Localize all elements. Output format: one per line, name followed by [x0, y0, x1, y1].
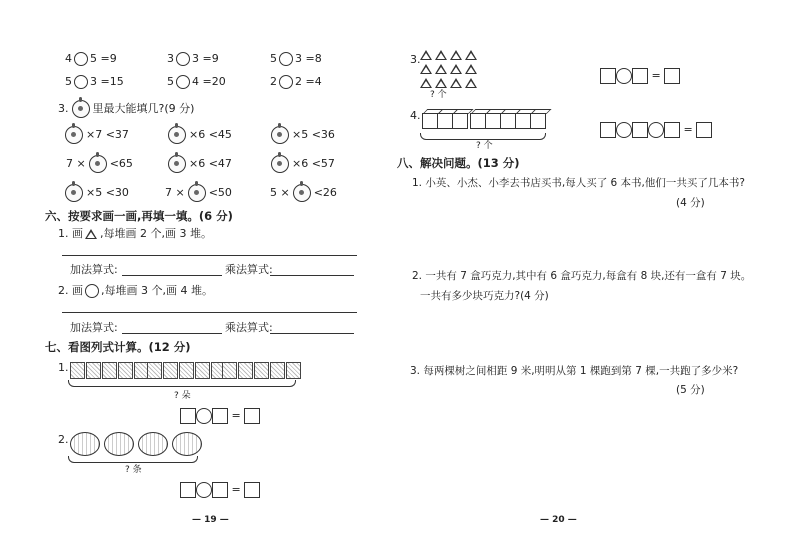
q2-equation [180, 482, 260, 498]
row1-c [270, 52, 322, 66]
row2-a [65, 75, 124, 89]
answer-box[interactable] [212, 408, 228, 424]
flower-icon [179, 362, 194, 379]
num: 5 [270, 52, 277, 65]
fruit-icon[interactable] [168, 126, 186, 144]
text: ,每堆画 2 个,画 3 堆。 [100, 227, 212, 240]
answer-box[interactable] [212, 482, 228, 498]
triangle-icon [465, 64, 477, 74]
cube-group-2 [470, 113, 515, 131]
q1-unit: ? 朵 [174, 391, 191, 401]
num: 3 =15 [90, 75, 124, 88]
page-number-19: — 19 — [192, 515, 229, 525]
section-8-title: 八、解决问题。(13 分) [397, 156, 520, 170]
brace [68, 456, 198, 463]
blank-circle[interactable] [74, 75, 88, 89]
operator-circle[interactable] [616, 68, 632, 84]
num: 2 [270, 75, 277, 88]
operator-circle[interactable] [196, 408, 212, 424]
flower-icon [163, 362, 178, 379]
fruit-icon[interactable] [168, 155, 186, 173]
cube-group-1 [422, 113, 467, 131]
row1-b [167, 52, 219, 66]
flower-group-3 [222, 362, 302, 381]
brace [420, 133, 546, 140]
flower-group-2 [147, 362, 227, 381]
answer-box[interactable] [696, 122, 712, 138]
fruit-icon[interactable] [271, 126, 289, 144]
r-q3-equation [600, 68, 680, 84]
cube-icon [470, 113, 486, 129]
text: 2. 画 [58, 284, 83, 297]
fruit-row1-b [165, 126, 232, 144]
mul-answer-line-2[interactable] [270, 333, 354, 334]
fruit-icon[interactable] [89, 155, 107, 173]
q2-unit: ? 条 [125, 465, 142, 475]
num: 3 =9 [192, 52, 219, 65]
triangles-row2 [420, 64, 480, 76]
page-number-20: — 20 — [540, 515, 577, 525]
equals: = [651, 69, 661, 82]
fruit-row3-c [270, 184, 337, 202]
r-q4-unit: ? 个 [476, 141, 493, 151]
ineq: <65 [109, 157, 133, 170]
cube-icon [530, 113, 546, 129]
add-label-1: 加法算式: [70, 263, 118, 276]
blank-circle[interactable] [74, 52, 88, 66]
fruit-icon[interactable] [293, 184, 311, 202]
row2-c [270, 75, 322, 89]
answer-box[interactable] [632, 68, 648, 84]
q1-label: 1. [58, 361, 69, 374]
add-label-2: 加法算式: [70, 321, 118, 334]
cube-icon [515, 113, 531, 129]
ineq: ×7 <37 [86, 128, 129, 141]
q1-equation [180, 408, 260, 424]
sec6-q2 [58, 284, 213, 298]
mul-label-1: 乘法算式: [225, 263, 273, 276]
section-7-title: 七、看图列式计算。(12 分) [45, 340, 191, 354]
blank-circle[interactable] [279, 75, 293, 89]
flower-icon [254, 362, 269, 379]
flower-icon [70, 362, 85, 379]
triangles-row3 [420, 78, 480, 90]
ineq: 5 × [270, 186, 290, 199]
cube-icon [422, 113, 438, 129]
equals: = [231, 483, 241, 496]
triangle-icon [450, 78, 462, 88]
num: 5 [167, 75, 174, 88]
equals: = [231, 409, 241, 422]
text: ,每堆画 3 个,画 4 堆。 [101, 284, 213, 297]
triangle-icon [85, 229, 97, 239]
brace [68, 380, 296, 387]
num: 5 [65, 75, 72, 88]
q3-label: 3. [58, 102, 69, 115]
flower-icon [270, 362, 285, 379]
cube-icon [485, 113, 501, 129]
flower-icon [147, 362, 162, 379]
drawing-line[interactable] [62, 255, 357, 256]
r-q4-equation [600, 122, 712, 138]
fruit-row1-c [268, 126, 335, 144]
num: 5 =9 [90, 52, 117, 65]
triangle-icon [435, 78, 447, 88]
ineq: 7 × [165, 186, 185, 199]
fishbowl-icon [70, 432, 100, 456]
mul-label-2: 乘法算式: [225, 321, 273, 334]
answer-box[interactable] [600, 68, 616, 84]
problem-2-line1: 2. 一共有 7 盒巧克力,其中有 6 盒巧克力,每盒有 8 块,还有一盒有 7 块。 [412, 270, 752, 282]
q2-label: 2. [58, 433, 69, 446]
flower-icon [238, 362, 253, 379]
fruit-icon[interactable] [188, 184, 206, 202]
triangle-icon [420, 64, 432, 74]
fruit-row2-c [268, 155, 335, 173]
num: 4 [65, 52, 72, 65]
r-q3-unit: ? 个 [430, 90, 447, 100]
r-q3-label: 3. [410, 53, 421, 66]
operator-circle[interactable] [196, 482, 212, 498]
num: 3 [167, 52, 174, 65]
ineq: ×6 <47 [189, 157, 232, 170]
answer-box[interactable] [244, 408, 260, 424]
ineq: <26 [313, 186, 337, 199]
fruit-icon[interactable] [65, 184, 83, 202]
blank-circle[interactable] [279, 52, 293, 66]
fruit-row2-b [165, 155, 232, 173]
blank-circle[interactable] [176, 75, 190, 89]
cube-group-3 [515, 113, 545, 131]
flower-icon [286, 362, 301, 379]
ineq: ×5 <36 [292, 128, 335, 141]
q3-title [58, 100, 194, 118]
answer-box[interactable] [180, 482, 196, 498]
cube-icon [452, 113, 468, 129]
text: 1. 画 [58, 227, 83, 240]
fruit-icon [72, 100, 90, 118]
fishbowl-icon [104, 432, 134, 456]
triangle-icon [465, 50, 477, 60]
cube-icon [437, 113, 453, 129]
answer-box[interactable] [600, 122, 616, 138]
problem-3: 3. 每两棵树之间相距 9 米,明明从第 1 棵跑到第 7 棵,一共跑了多少米? [410, 365, 739, 377]
triangle-icon [450, 64, 462, 74]
fishbowl-icon [172, 432, 202, 456]
triangle-icon [465, 78, 477, 88]
cube-icon [500, 113, 516, 129]
operator-circle[interactable] [648, 122, 664, 138]
fruit-row3-a [62, 184, 129, 202]
add-answer-line-2[interactable] [122, 333, 222, 334]
drawing-line[interactable] [62, 312, 357, 313]
mul-answer-line-1[interactable] [270, 275, 354, 276]
flower-icon [118, 362, 133, 379]
fruit-row2-a [66, 155, 133, 173]
triangle-icon [450, 50, 462, 60]
triangle-icon [435, 50, 447, 60]
operator-circle[interactable] [616, 122, 632, 138]
blank-circle[interactable] [176, 52, 190, 66]
answer-box[interactable] [632, 122, 648, 138]
ineq: <50 [208, 186, 232, 199]
answer-box[interactable] [244, 482, 260, 498]
fruit-row1-a [62, 126, 129, 144]
flower-group-1 [70, 362, 150, 381]
r-q4-label: 4. [410, 109, 421, 122]
flower-icon [222, 362, 237, 379]
flower-icon [195, 362, 210, 379]
fruit-icon[interactable] [271, 155, 289, 173]
equals: = [683, 123, 693, 136]
answer-box[interactable] [664, 122, 680, 138]
fishbowl-group [70, 432, 206, 458]
problem-1: 1. 小英、小杰、小李去书店买书,每人买了 6 本书,他们一共买了几本书? [412, 177, 745, 189]
ineq: ×6 <57 [292, 157, 335, 170]
flower-icon [102, 362, 117, 379]
ineq: ×6 <45 [189, 128, 232, 141]
triangle-icon [420, 78, 432, 88]
problem-3-score: (5 分) [676, 384, 705, 396]
q3-text: 里最大能填几?(9 分) [92, 102, 195, 115]
section-6-title: 六、按要求画一画,再填一填。(6 分) [45, 209, 233, 223]
num: 3 =8 [295, 52, 322, 65]
triangles-row1 [420, 50, 480, 62]
circle-icon [85, 284, 99, 298]
triangle-icon [420, 50, 432, 60]
problem-2-line2: 一共有多少块巧克力?(4 分) [420, 290, 549, 302]
row2-b [167, 75, 226, 89]
problem-1-score: (4 分) [676, 197, 705, 209]
triangle-icon [435, 64, 447, 74]
ineq: 7 × [66, 157, 86, 170]
num: 4 =20 [192, 75, 226, 88]
ineq: ×5 <30 [86, 186, 129, 199]
add-answer-line-1[interactable] [122, 275, 222, 276]
answer-box[interactable] [664, 68, 680, 84]
answer-box[interactable] [180, 408, 196, 424]
flower-icon [86, 362, 101, 379]
sec6-q1 [58, 228, 212, 239]
fishbowl-icon [138, 432, 168, 456]
fruit-row3-b [165, 184, 232, 202]
row1-a [65, 52, 117, 66]
num: 2 =4 [295, 75, 322, 88]
fruit-icon[interactable] [65, 126, 83, 144]
